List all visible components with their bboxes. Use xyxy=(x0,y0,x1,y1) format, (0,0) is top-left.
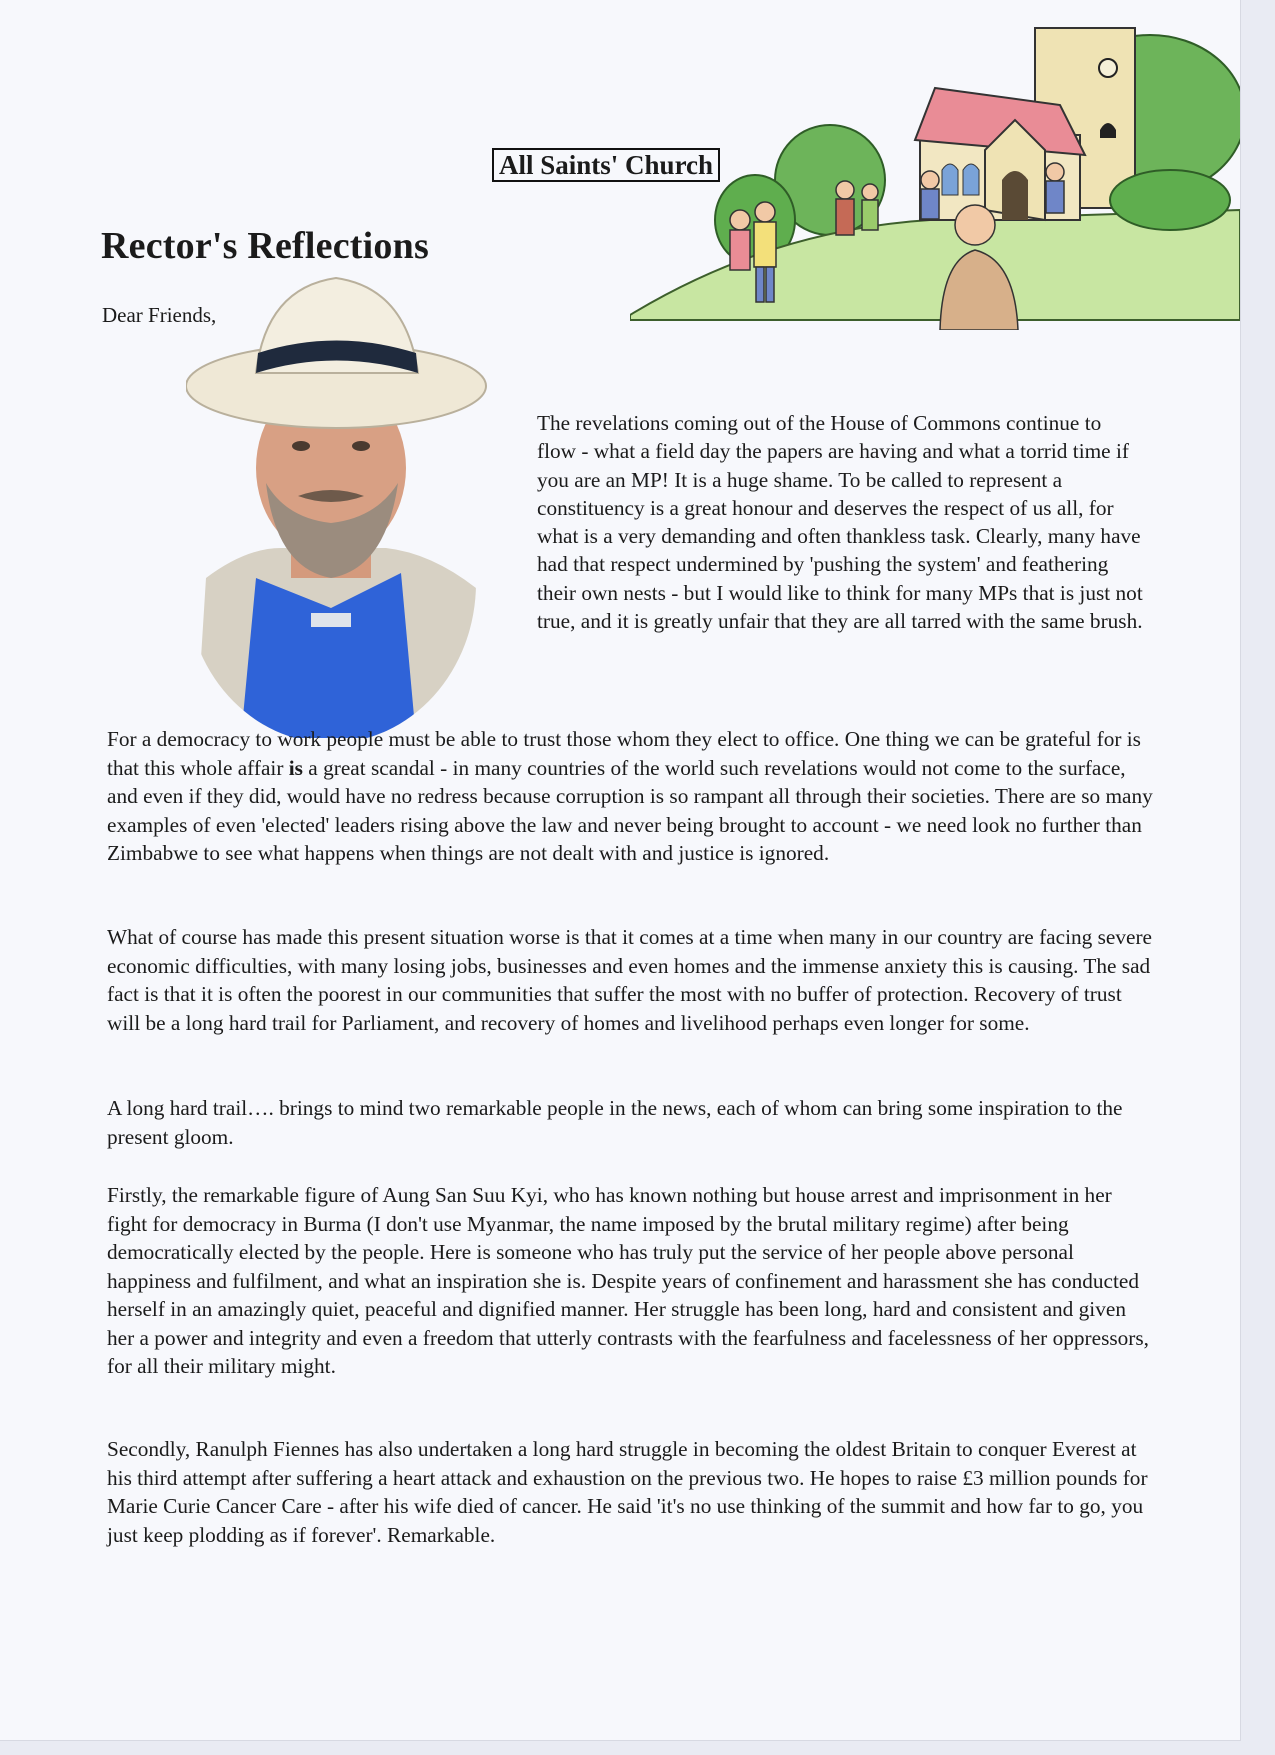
paragraph-democracy xyxy=(107,725,1157,868)
church-illustration xyxy=(630,20,1240,330)
paragraph-democracy-text-2: a great scandal - in many countries of the world such revelations would not come to the surface, and even if they did, would have no redress because corruption is so rampant all through their societies. There are so many examples of even 'elected' leaders rising above the law and never being brought to account - we need look no further than Zimbabwe to see what happens when things are not dealt with and justice is ignored. xyxy=(107,755,1153,865)
rector-portrait xyxy=(186,268,526,738)
emphasis-is: is xyxy=(288,755,303,780)
paragraph-economy: What of course has made this present situation worse is that it comes at a time when many in our country are facing severe economic difficulties, with many losing jobs, businesses and even homes and the immense anxiety this is causing. The sad fact is that it is often the poorest in our communities that suffer the most with no buffer of protection. Recovery of trust will be a long hard trail for Parliament, and recovery of homes and livelihood perhaps even longer for some. xyxy=(107,925,1152,1035)
paragraph-democracy-text-1: For a democracy to work people must be able to trust those whom they elect to office. One thing we can be grateful for is that this whole affair xyxy=(107,727,1141,780)
page-title: Rector's Reflections xyxy=(101,225,429,267)
salutation: Dear Friends, xyxy=(102,303,217,327)
intro-paragraph: The revelations coming out of the House of Commons continue to flow - what a field day the papers are having and what a torrid time if you are an MP! It is a huge shame. To be called to represent a constituency is a great honour and deserves the respect of us all, for what is a very demanding and often thankless task. Clearly, many have had that respect undermined by 'pushing the system' and feathering their own nests - but I would like to think for many MPs that is just not true, and it is greatly unfair that they are all tarred with the same brush. xyxy=(537,411,1143,634)
church-name-label: All Saints' Church xyxy=(492,148,720,182)
paragraph-ranulph-fiennes: Secondly, Ranulph Fiennes has also undertaken a long hard struggle in becoming the oldest Britain to conquer Everest at his third attempt after suffering a heart attack and exhaustion on the previous two. He hopes to raise £3 million pounds for Marie Curie Cancer Care - after his wife died of cancer. He said 'it's no use thinking of the summit and how far to go, you just keep plodding as if forever'. Remarkable. xyxy=(107,1437,1148,1547)
paragraph-aung-san-suu-kyi: Firstly, the remarkable figure of Aung San Suu Kyi, who has known nothing but house arrest and imprisonment in her fight for democracy in Burma (I don't use Myanmar, the name imposed by the brutal military regime) after being democratically elected by the people. Here is someone who has truly put the service of her people above personal happiness and fulfilment, and what an inspiration she is. Despite years of confinement and harassment she has conducted herself in an amazingly quiet, peaceful and dignified manner. Her struggle has been long, hard and consistent and given her a power and integrity and even a freedom that utterly contrasts with the fearfulness and facelessness of her oppressors, for all their military might. xyxy=(107,1183,1149,1378)
paragraph-long-hard-trail: A long hard trail…. brings to mind two remarkable people in the news, each of whom can bring some inspiration to the present gloom. xyxy=(107,1096,1123,1149)
